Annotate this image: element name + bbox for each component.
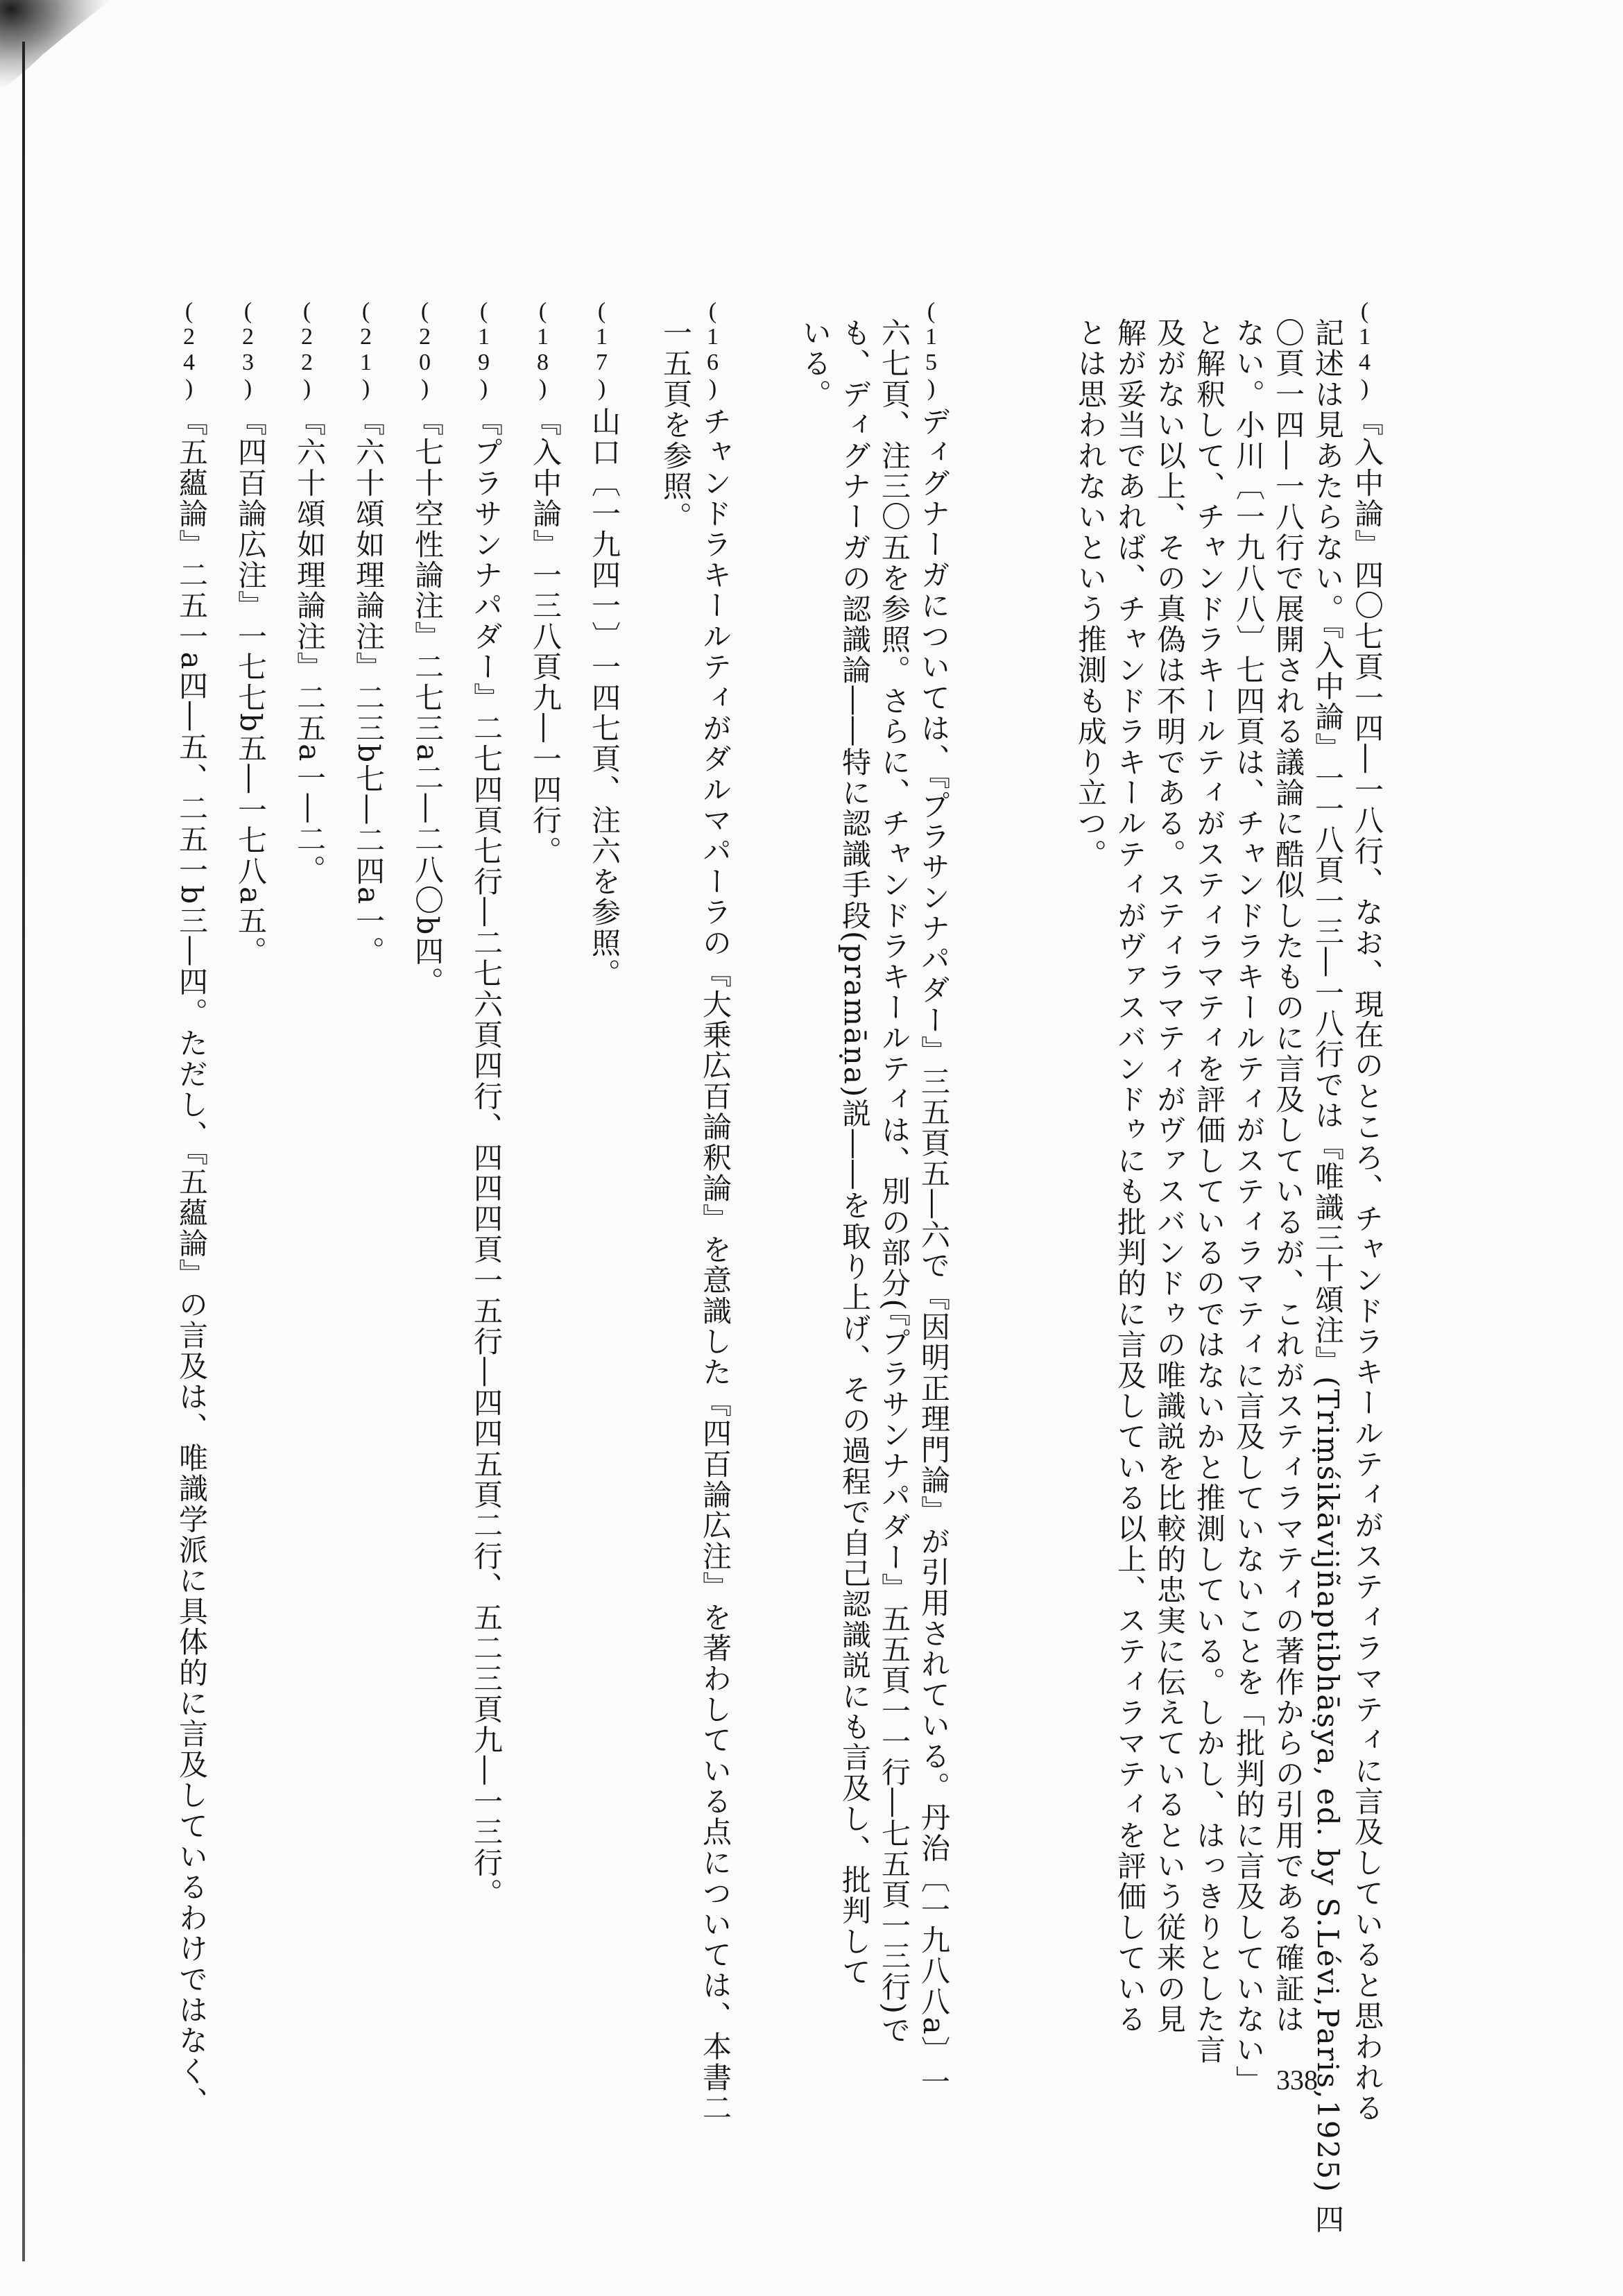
page-number: 338 (1276, 2064, 1318, 2096)
note-line: 『七十空性論注』二七三a二―二八〇b四。 (411, 406, 445, 997)
note-line: 『入中論』四〇七頁一四―一八行、なお、現在のところ、チャンドラキールティがスティラマティに言及していると思われる (1350, 406, 1384, 2124)
note-number: (24) (176, 298, 202, 401)
note-line: 『入中論』一三八頁九―一四行。 (529, 406, 563, 866)
note-line: チャンドラキールティがダルマパーラの『大乗広百論釈論』を意識した『四百論広注』を著わしている点については、本書二 (698, 406, 732, 2124)
note-line: いる。 (798, 318, 832, 410)
note-line: 山口〔一九四一〕一四七頁、注六を参照。 (587, 406, 621, 989)
note-line: と解釈して、チャンドラキールティがスティラマティを評価しているのではないかと推測している。しかし、はっきりとした言 (1192, 318, 1226, 2066)
note-line: 『プラサンナパダー』二七四頁七行―二七六頁四行、四四四頁一五行―四四五頁二行、五二三頁九―一三行。 (470, 406, 504, 1909)
note-line: 〇頁一四―一八行で展開される議論に酷似したものに言及しているが、これがスティラマティの著作からの引用である確証は (1271, 318, 1305, 2035)
note-line: 記述は見あたらない。『入中論』一一八頁一三―一八行では『唯識三十頌注』(Triṃśikāvijñaptibhāṣya, ed. by S.Lévi,Paris,1925) 四 (1311, 318, 1345, 2235)
note-number: (18) (530, 298, 556, 401)
note-line: 『六十頌如理論注』二五a一―二。 (293, 406, 327, 886)
note-line: 解が妥当であれば、チャンドラキールティがヴァスバンドゥにも批判的に言及している以上、スティラマティを評価している (1113, 318, 1147, 2035)
note-line: ディグナーガについては、『プラサンナパダー』三五頁五―六で『因明正理門論』が引用されている。丹治〔一九八八a〕一 (917, 406, 951, 2098)
note-number: (17) (589, 298, 615, 401)
note-number: (21) (353, 298, 379, 401)
note-line: も、ディグナーガの認識論――特に認識手段(pramāṇa)説――を取り上げ、その過程で自己認識説にも言及し、批判して (838, 318, 872, 1988)
note-number: (19) (471, 298, 497, 401)
note-number: (16) (700, 298, 725, 401)
note-line: 一五頁を参照。 (659, 318, 693, 533)
note-line: とは思われないという推測も成り立つ。 (1074, 318, 1108, 870)
note-line: 『四百論広注』一七七b五―一七八a五。 (234, 406, 268, 967)
note-line: 『五蘊論』二五一a四―五、二五一b三―四。ただし、『五蘊論』の言及は、唯識学派に具体的に言及しているわけではなく、 (175, 406, 209, 2118)
note-number: (23) (235, 298, 261, 401)
note-line: 『六十頌如理論注』二三b七―二四a一。 (352, 406, 386, 967)
note-line: 及がない以上、その真偽は不明である。スティラマティがヴァスバンドゥの唯識説を比較的忠実に伝えているという従来の見 (1153, 318, 1187, 2035)
binding-edge-line (22, 42, 25, 2261)
note-line: 六七頁、注三〇五を参照。さらに、チャンドラキールティは、別の部分(『プラサンナパダー』五五頁一一行―七五頁一三行)で (877, 318, 911, 2046)
note-line: ない。小川〔一九八八〕七四頁は、チャンドラキールティがスティラマティに言及していないことを「批判的に言及していない」 (1232, 318, 1266, 2096)
note-number: (22) (294, 298, 320, 401)
note-number: (15) (918, 298, 944, 401)
note-number: (20) (412, 298, 438, 401)
note-number: (14) (1352, 298, 1377, 401)
